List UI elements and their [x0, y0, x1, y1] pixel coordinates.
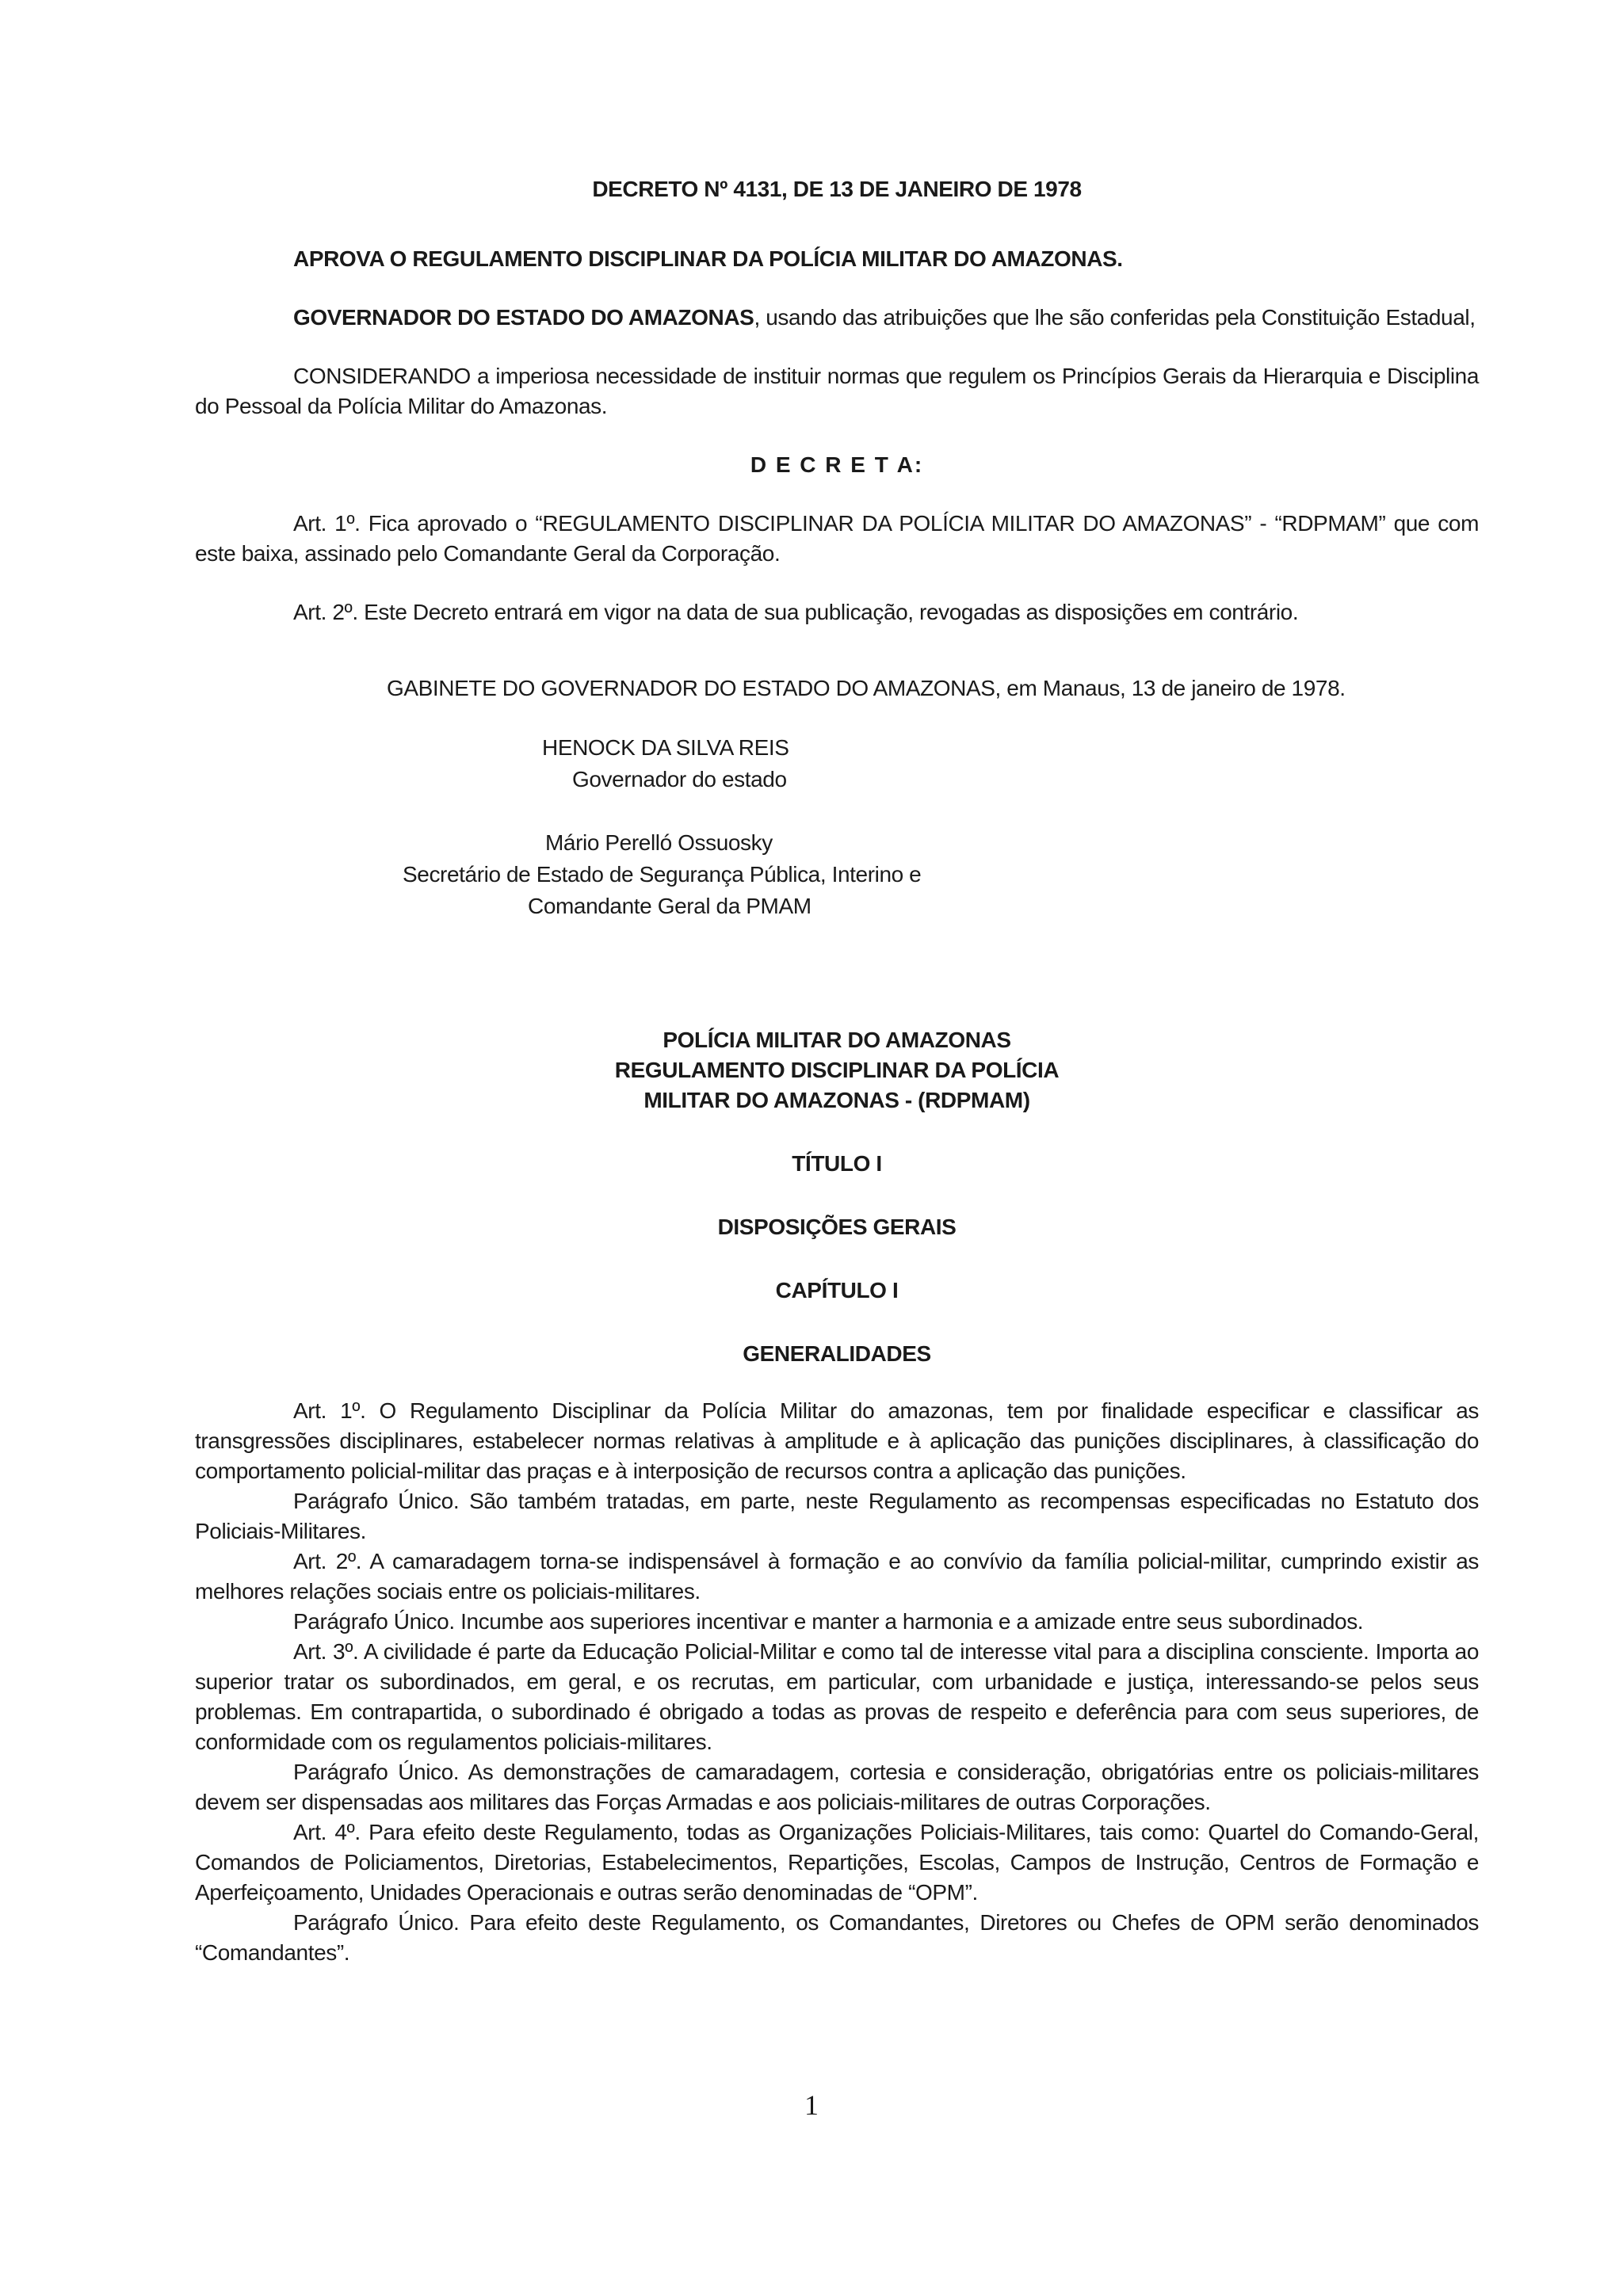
governor-title: GOVERNADOR DO ESTADO DO AMAZONAS	[293, 305, 754, 330]
body-paragraph: Parágrafo Único. Para efeito deste Regulamento, os Comandantes, Diretores ou Chefes de OPM serão denominados “Comandantes”.	[195, 1910, 1479, 1965]
decreta-heading: D E C R E T A:	[750, 452, 924, 477]
signature-governor	[195, 732, 1479, 795]
titulo-heading: TÍTULO I	[792, 1151, 882, 1176]
considerando-paragraph: CONSIDERANDO a imperiosa necessidade de instituir normas que regulem os Princípios Gerais da Hierarquia e Disciplina do Pessoal da Polícia Militar do Amazonas.	[195, 364, 1479, 418]
decree-title: DECRETO Nº 4131, DE 13 DE JANEIRO DE 1978	[592, 177, 1082, 201]
body-paragraph: Art. 2º. A camaradagem torna-se indispensável à formação e ao convívio da família policial-militar, cumprindo existir as melhores relações sociais entre os policiais-militares.	[195, 1549, 1479, 1604]
decree-article-1: Art. 1º. Fica aprovado o “REGULAMENTO DISCIPLINAR DA POLÍCIA MILITAR DO AMAZONAS” - “RDPMAM” que com este baixa, assinado pelo Comandante Geral da Corporação.	[195, 511, 1479, 566]
body-paragraph: Parágrafo Único. São também tratadas, em parte, neste Regulamento as recompensas especificadas no Estatuto dos Policiais-Militares.	[195, 1489, 1479, 1543]
decree-article-2: Art. 2º. Este Decreto entrará em vigor na data de sua publicação, revogadas as disposições em contrário.	[293, 600, 1299, 624]
body-paragraph: Parágrafo Único. Incumbe aos superiores incentivar e manter a harmonia e a amizade entre seus subordinados.	[293, 1609, 1364, 1634]
preamble-paragraph	[195, 303, 1479, 333]
signatory-role: Governador do estado	[572, 767, 787, 791]
capitulo-heading: CAPÍTULO I	[775, 1278, 899, 1302]
regulation-header-line: POLÍCIA MILITAR DO AMAZONAS	[663, 1028, 1011, 1052]
body-paragraph: Art. 3º. A civilidade é parte da Educação Policial-Militar e como tal de interesse vital para a disciplina consciente. Importa ao superior tratar os subordinados, em geral, e os recrutas, em particular, com urbanidade e justiça, interessando-se pelos seus problemas. Em contrapartida, o subordinado é obrigado a todas as provas de respeito e deferência para com seus superiores, de conformidade com os regulamentos policiais-militares.	[195, 1639, 1479, 1754]
signatory-role: Secretário de Estado de Segurança Pública, Interino e	[403, 862, 922, 887]
page-number: 1	[804, 2089, 819, 2121]
disposicoes-heading: DISPOSIÇÕES GERAIS	[717, 1215, 957, 1239]
document-page	[195, 174, 1479, 1968]
generalidades-heading: GENERALIDADES	[743, 1341, 931, 1366]
signatory-role: Comandante Geral da PMAM	[528, 894, 812, 918]
signatory-name: HENOCK DA SILVA REIS	[542, 735, 789, 760]
regulation-body	[195, 1396, 1479, 1968]
body-paragraph: Art. 4º. Para efeito deste Regulamento, todas as Organizações Policiais-Militares, tais como: Quartel do Comando-Geral, Comandos de Policiamentos, Diretorias, Estabelecimentos, Repartições, Escolas, Campos de Instrução, Centros de Formação e Aperfeiçoamento, Unidades Operacionais e outras serão denominadas de “OPM”.	[195, 1820, 1479, 1905]
regulation-header-line: REGULAMENTO DISCIPLINAR DA POLÍCIA	[614, 1058, 1060, 1082]
preamble-text: , usando das atribuições que lhe são conferidas pela Constituição Estadual,	[754, 305, 1476, 330]
decree-subtitle: APROVA O REGULAMENTO DISCIPLINAR DA POLÍCIA MILITAR DO AMAZONAS.	[293, 246, 1123, 271]
gabinete-line: GABINETE DO GOVERNADOR DO ESTADO DO AMAZONAS, em Manaus, 13 de janeiro de 1978.	[387, 676, 1346, 700]
body-paragraph: Art. 1º. O Regulamento Disciplinar da Polícia Militar do amazonas, tem por finalidade especificar e classificar as transgressões disciplinares, estabelecer normas relativas à amplitude e à aplicação das punições disciplinares, à classificação do comportamento policial-militar das praças e à interposição de recursos contra a aplicação das punições.	[195, 1398, 1479, 1483]
signature-secretary	[195, 827, 1479, 922]
body-paragraph: Parágrafo Único. As demonstrações de camaradagem, cortesia e consideração, obrigatórias entre os policiais-militares devem ser dispensadas aos militares das Forças Armadas e aos policiais-militares de outras Corporações.	[195, 1760, 1479, 1814]
regulation-header-line: MILITAR DO AMAZONAS - (RDPMAM)	[643, 1088, 1030, 1112]
signatory-name: Mário Perelló Ossuosky	[545, 830, 773, 855]
regulation-header	[195, 1025, 1479, 1116]
